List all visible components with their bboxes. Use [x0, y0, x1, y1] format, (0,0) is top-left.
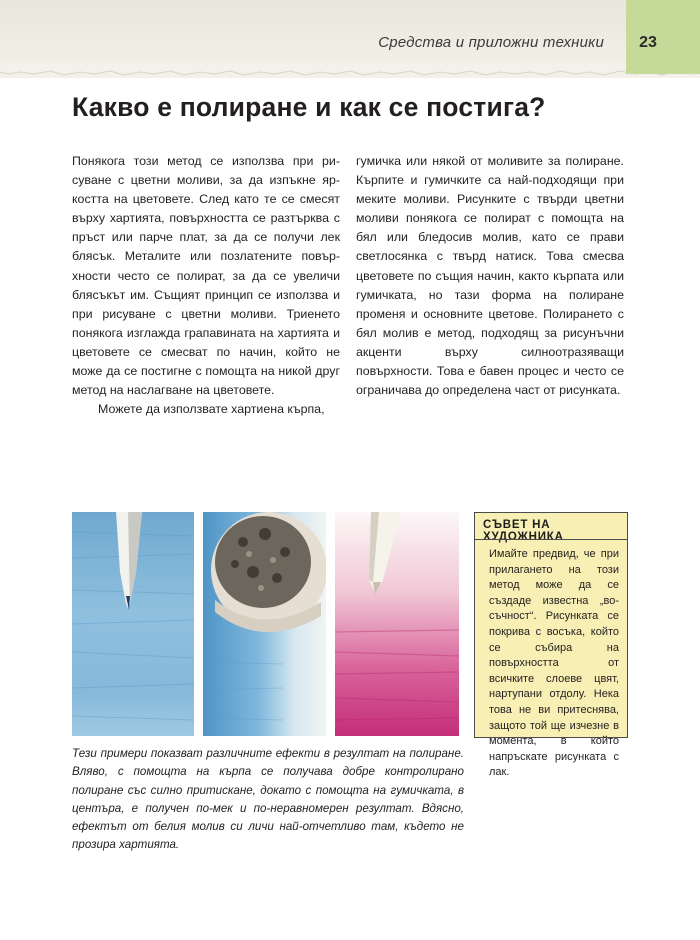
left-text-column: [72, 152, 340, 419]
torn-paper-edge: [0, 62, 700, 86]
tip-title: СЪВЕТ НА ХУДОЖНИКА: [483, 519, 564, 543]
running-head: Средства и приложни техники: [378, 34, 604, 51]
artist-tip-box: [474, 512, 628, 779]
page-number: 23: [639, 34, 657, 51]
article-title: Какво е полиране и как се постига?: [72, 92, 546, 122]
blue-pencil-burnishing-image: [72, 512, 194, 736]
paragraph: Можете да използвате хартиена кърпа,: [98, 402, 325, 417]
cloth-burnishing-image: [203, 512, 326, 736]
paragraph: Понякога този метод се използва при рисуване с цветни моливи, за да изпъкне яркостта на цветовете. След като те се смесят върху хартията, повърхността се разтърква с пръст или парче плат, за да се получи лек блясък. Металите или позлатените повърхности често се полират, за да се увеличи блясъкът им. Същият принцип се използва и при рисуване с цветни моливи. Триенето понякога изглажда грапавината на хартията и цветовете се смесват по начин, който не може да се постигне с помощта на никой друг метод на наслагване на цветовете.: [72, 154, 340, 398]
tip-body: Имайте предвид, че при прилагането на този метод може да се създаде известна „восъчност“. Рисунката се покрива с восъка, който се събира на повърхността от всичките слоеве цвят, нартупани отдолу. Нека това не ви притеснява, защото той ще изчезне в момента, в който напръскате рисунката с лак.: [489, 548, 619, 779]
tip-divider: [475, 539, 627, 540]
white-pencil-burnishing-image: [335, 512, 459, 736]
right-text-column: [356, 152, 624, 400]
photo-caption: Тези примери показват различните ефекти в резултат на полиране. Вляво, с помощта на кърпа се получава добре контролирано полиране със силно притискане, докато с помощта на гумичката, в центъра, е получен по-мек и по-неравномерен резултат. Вдясно, ефектът от белия молив си личи най-отчетливо там, където не прозира хартията.: [72, 747, 464, 852]
paragraph: гумичка или някой от моливите за полиране. Кърпите и гумичките са най-подходящи при меките моливи. Рисунките с твърди цветни моливи понякога се полират с помощта на бял или бледосив молив, като се прави светлосянка с твърд натиск. Това смесва цветовете по същия начин, както кърпата или гумичката, но тази форма на полиране променя и основните цветове. Полирането с бял молив е метод, подходящ за рисунъчни акценти върху силноотразяващи повърхности. Това е бавен процес и често се ограничава до определена част от рисунката.: [356, 154, 624, 398]
